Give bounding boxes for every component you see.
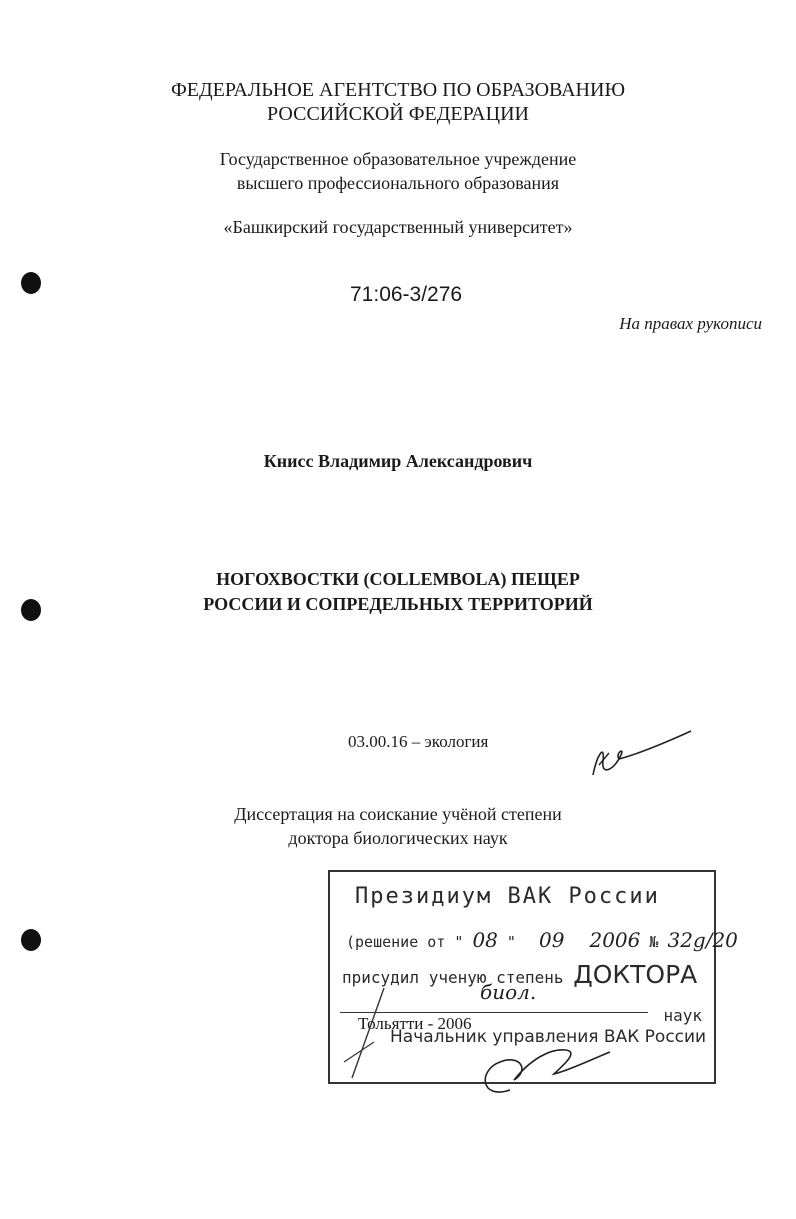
decision-year: 2006: [589, 928, 641, 952]
city-year: Тольятти - 2006: [358, 1014, 472, 1033]
author-name: Книсс Владимир Александрович: [263, 451, 533, 471]
university-name: «Башкирский государственный университет»: [223, 217, 573, 237]
degree-statement: [0, 802, 796, 850]
binder-hole: [21, 929, 41, 951]
catalog-code: 71:06-3/276: [350, 283, 463, 306]
vak-stamp: [328, 870, 738, 1084]
decision-prefix: (решение от ": [346, 933, 464, 951]
dissertation-title: [0, 567, 796, 617]
agency-line-2: РОССИЙСКОЙ ФЕДЕРАЦИИ: [267, 103, 529, 125]
field-suffix: наук: [663, 1006, 702, 1025]
degree-line-2: доктора биологических наук: [288, 828, 508, 848]
decision-day: 08: [472, 928, 498, 952]
stamp-header: Президиум ВАК России: [355, 884, 660, 909]
title-line-1: НОГОХВОСТКИ (COLLEMBOLA) ПЕЩЕР: [216, 569, 580, 589]
signature-icon: [585, 725, 695, 785]
institution-type: [0, 147, 796, 195]
binder-hole: [21, 272, 41, 294]
field-handwritten: биол.: [480, 980, 537, 1004]
awarded-degree: ДОКТОРА: [573, 960, 698, 989]
title-line-2: РОССИИ И СОПРЕДЕЛЬНЫХ ТЕРРИТОРИЙ: [203, 594, 593, 614]
agency-line-1: ФЕДЕРАЛЬНОЕ АГЕНТСТВО ПО ОБРАЗОВАНИЮ: [170, 79, 625, 101]
rights-notice: На правах рукописи: [619, 314, 762, 333]
signature-icon: [470, 1030, 620, 1102]
agency-header: [0, 78, 796, 126]
decision-month: 09: [538, 928, 565, 952]
awarded-prefix: присудил ученую степень: [342, 968, 564, 987]
decision-number-prefix: №: [649, 933, 659, 951]
degree-line-1: Диссертация на соискание учёной степени: [234, 804, 562, 824]
institution-line-2: высшего профессионального образования: [236, 173, 560, 193]
decision-number: 32g/20: [667, 928, 738, 952]
institution-line-1: Государственное образовательное учреждение: [219, 149, 577, 169]
specialty-code: 03.00.16 – экология: [348, 732, 489, 751]
stamp-decision-line: (решение от " 08 " 09 2006 № 32g/20: [346, 928, 738, 952]
stamp-footer: Начальник управления ВАК России: [390, 1027, 707, 1047]
